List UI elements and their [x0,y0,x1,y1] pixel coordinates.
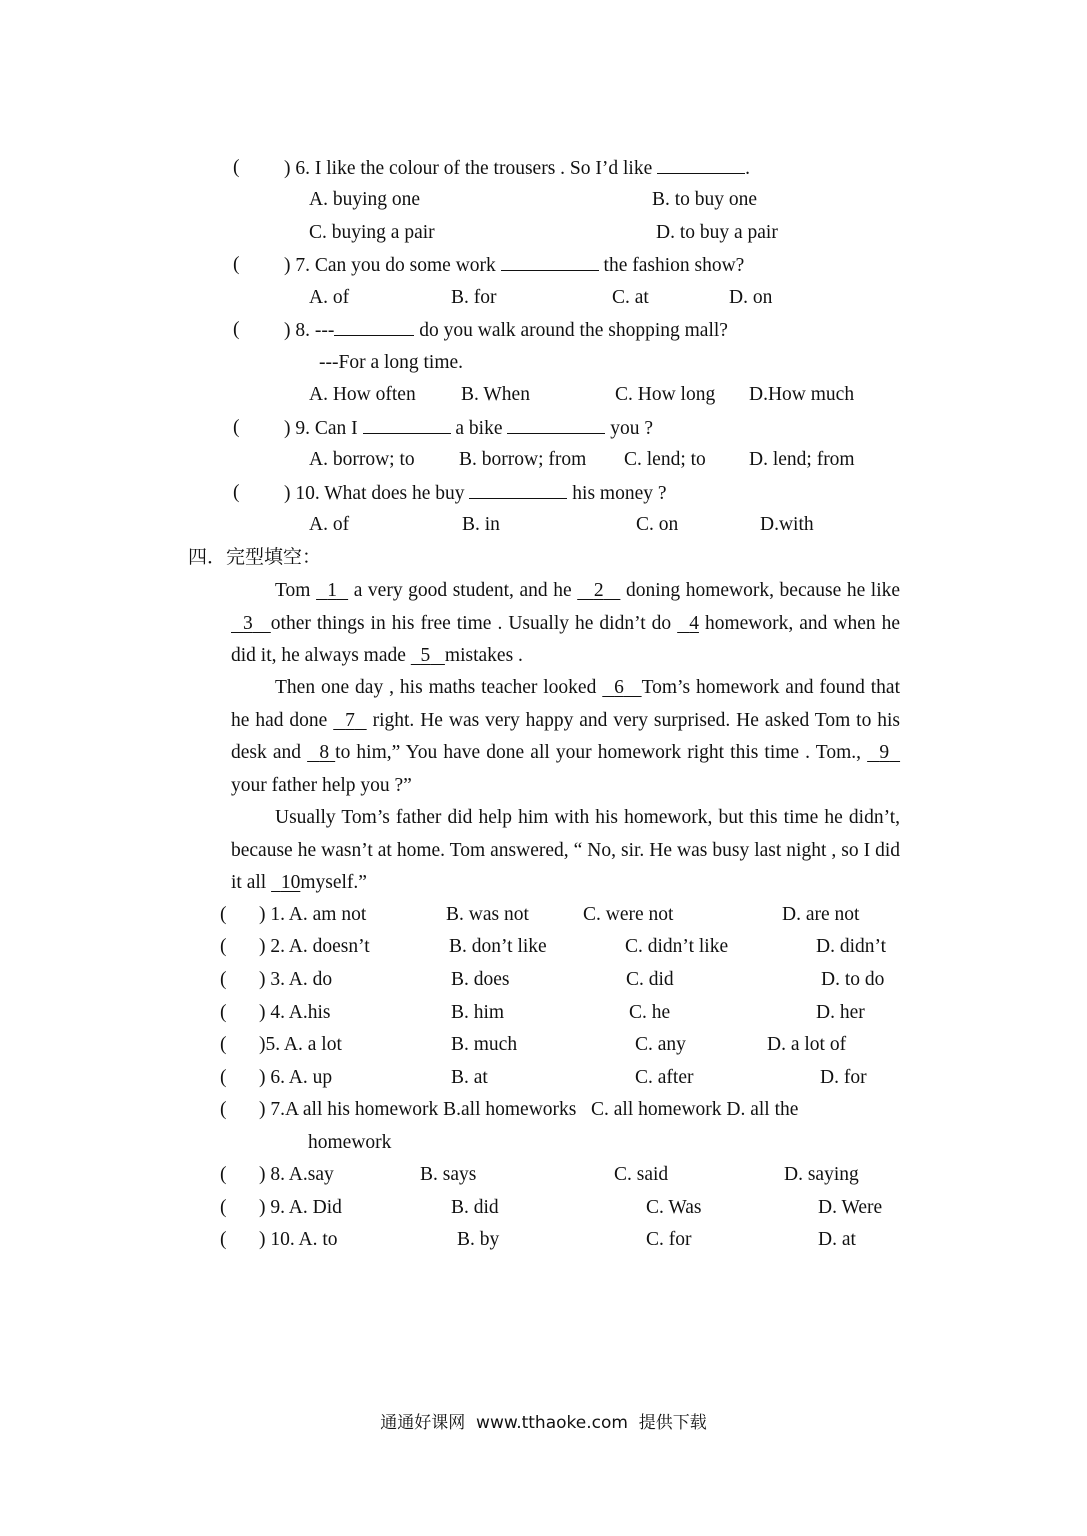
cloze-paragraph-2: Then one day , his maths teacher looked 6 Tom’s homework and found that he had done 7 right. He was very happy and very surprised. He asked Tom to his desk and 8 to him,” You have done all your homework right this time . Tom., 9 your father help you ?” [231,677,901,796]
option-d: D. lend; from [749,449,855,470]
option-d: D. didn’t [816,936,887,957]
option-a: ) 1. A. am not [259,904,367,925]
question-text-mid: a bike [455,418,503,439]
option-b: B. When [461,384,530,405]
option-c: C. were not [583,904,674,925]
option-b: B. in [462,514,500,535]
answer-blank [469,480,567,499]
option-a: ) 8. A.say [259,1164,334,1185]
cloze-blank: 4 [689,612,699,634]
cloze-blank: 10 [280,872,301,893]
option-d: D. her [816,1002,865,1023]
option-b: B. for [451,287,497,308]
cloze-blank: 6 [614,677,624,698]
answer-paren: ( [233,157,240,178]
cloze-blank: 9 [879,742,890,763]
option-a: )5. A. a lot [259,1034,342,1055]
option-a: A. How often [309,384,416,405]
option-b: B. to buy one [652,189,758,210]
answer-paren: ( [220,1002,227,1023]
option-d: D. Were [818,1197,883,1218]
option-b: B. borrow; from [459,449,587,470]
answer-blank-2 [507,415,605,434]
option-a: ) 2. A. doesn’t [259,936,370,957]
cloze-blank: 5 [420,645,431,666]
answer-paren: ( [220,1034,227,1055]
question-text-end: do you walk around the shopping mall? [419,320,728,341]
option-a: ) 6. A. up [259,1067,333,1088]
question-text: ) 8. --- [284,320,335,341]
answer-blank [501,252,599,271]
option-c: C. on [636,514,679,535]
answer-paren: ( [220,1164,227,1185]
answer-blank-1 [363,415,451,434]
question-text-end: the fashion show? [603,255,745,276]
answer-paren: ( [233,319,240,340]
option-c: C. after [635,1067,694,1088]
option-a: A. of [309,287,350,308]
question-tail: . [745,158,750,179]
option-b: B. says [420,1164,477,1185]
option-a: ) 9. A. Did [259,1197,342,1218]
section-heading: 四．完型填空： [188,546,322,568]
option-b: B. did [451,1197,499,1218]
option-a: A. borrow; to [309,449,415,470]
option-b: B. does [451,969,510,990]
option-d: D. on [729,287,773,308]
answer-blank [657,155,745,174]
cloze-blank: 1 [327,580,337,601]
option-a: ) 3. A. do [259,969,333,990]
answer-paren: ( [220,1099,227,1120]
question-text: ) 9. Can I [284,418,358,439]
question-text: ) 7. Can you do some work [284,255,496,276]
answer-paren: ( [220,1229,227,1250]
option-a: A. buying one [309,189,421,210]
option-line: ) 7.A all his homework B.all homeworks C. all homework D. all the [259,1099,799,1120]
option-c: C. said [614,1164,669,1185]
option-c: C. buying a pair [309,222,435,243]
cloze-blank: 7 [345,709,355,731]
option-d: D. to do [821,969,885,990]
dialogue-reply: ---For a long time. [319,352,464,373]
answer-paren: ( [233,417,240,438]
cloze-blank: 3 [243,612,253,634]
option-d: D.with [760,514,814,535]
answer-paren: ( [220,936,227,957]
option-line-continued: homework [308,1132,392,1153]
option-b: B. by [457,1229,500,1250]
question-text-end: his money ? [572,483,667,504]
question-text: ) 6. I like the colour of the trousers . So I’d like [284,158,653,179]
option-b: B. him [451,1002,505,1023]
option-c: C. he [629,1002,671,1023]
option-a: ) 10. A. to [259,1229,338,1250]
option-c: C. didn’t like [625,936,729,957]
option-d: D. at [818,1229,856,1250]
option-d: D. saying [784,1164,859,1185]
answer-paren: ( [220,969,227,990]
question-text-end: you ? [610,418,654,439]
answer-paren: ( [220,904,227,925]
option-c: C. Was [646,1197,702,1218]
option-d: D. a lot of [767,1034,847,1055]
answer-blank [334,317,414,336]
answer-paren: ( [220,1067,227,1088]
option-b: B. don’t like [449,936,547,957]
question-text: ) 10. What does he buy [284,483,465,504]
cloze-blank: 8 [319,742,330,763]
option-b: B. at [451,1067,488,1088]
option-d: D.How much [749,384,855,405]
option-c: C. How long [615,384,716,405]
page-footer: 通通好课网 www.tthaoke.com 提供下载 [380,1413,707,1433]
cloze-paragraph-1: Tom 1 a very good student, and he 2 doning homework, because he like 3 other things in his free time . Usually he didn’t do 4 homework, and when he did it, he always made 5 mistakes . [231,580,901,666]
option-c: C. at [612,287,649,308]
cloze-paragraph-3: Usually Tom’s father did help him with his homework, but this time he didn’t, because he wasn’t at home. Tom answered, “ No, sir. He was busy last night , so I did it all 10myself.” [231,807,900,893]
option-c: C. any [635,1034,686,1055]
answer-paren: ( [220,1197,227,1218]
cloze-blank: 2 [593,580,604,601]
option-b: B. was not [446,904,529,925]
answer-paren: ( [233,254,240,275]
option-d: D. are not [782,904,860,925]
answer-paren: ( [233,482,240,503]
option-a: ) 4. A.his [259,1002,331,1023]
option-d: D. to buy a pair [656,222,778,243]
option-c: C. for [646,1229,692,1250]
option-d: D. for [820,1067,867,1088]
option-a: A. of [309,514,350,535]
option-c: C. did [626,969,674,990]
option-b: B. much [451,1034,518,1055]
option-c: C. lend; to [624,449,706,470]
